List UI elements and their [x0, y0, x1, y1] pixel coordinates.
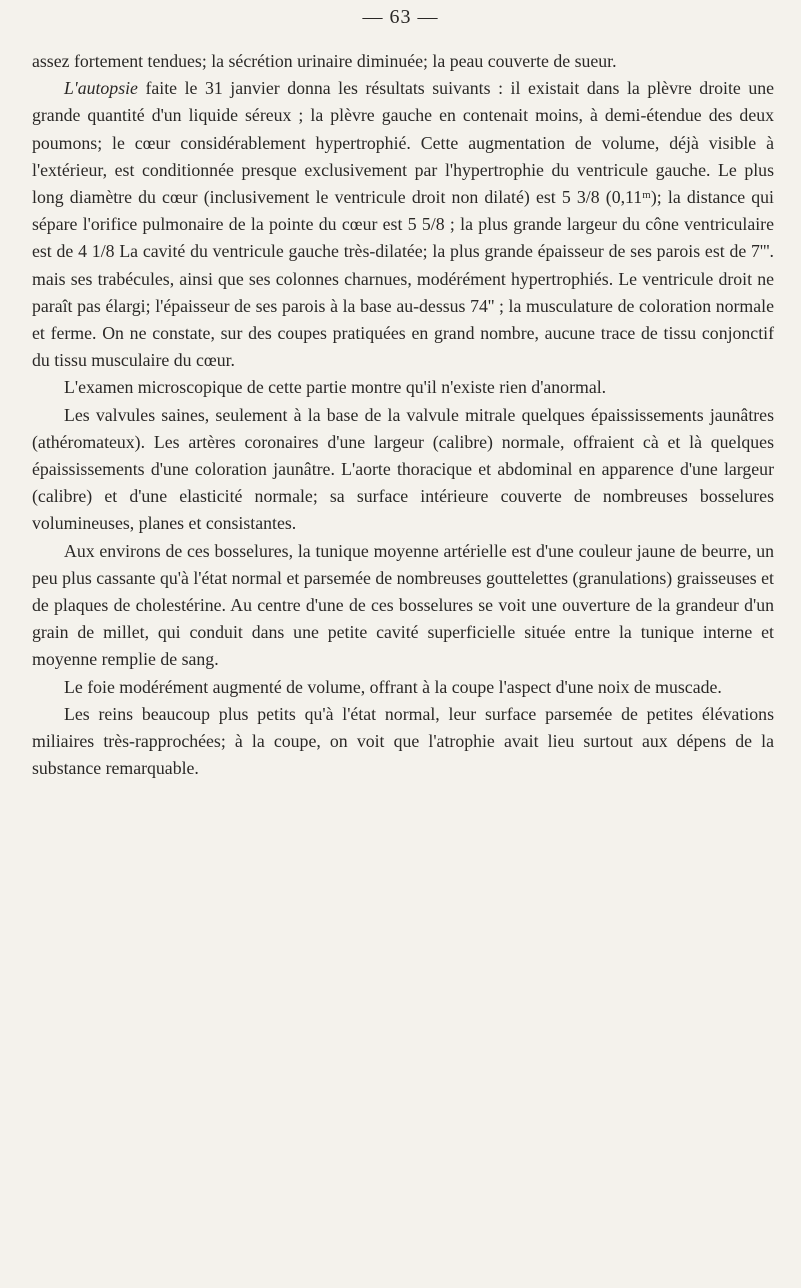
- autopsy-lead-italic: L'autopsie: [64, 78, 138, 99]
- paragraph-microscopic: L'examen microscopique de cette partie montre qu'il n'existe rien d'anormal.: [64, 377, 607, 398]
- page-number: — 63 —: [362, 6, 439, 28]
- paragraph-bosselures: Aux environs de ces bosselures, la tunique moyenne artérielle est d'une couleur jaune de beurre, un peu plus cassante qu'à l'état normal et parsemée de nombreuses gouttelettes (granulations) graisseuses et de plaques de cholestérine. Au centre d'une de ces bosselures se voit une ouverture de la grandeur d'un grain de millet, qui conduit dans une petite cavité superficielle située entre la tunique interne et moyenne remplie de sang.: [32, 540, 774, 670]
- paragraph-foie: Le foie modérément augmenté de volume, offrant à la coupe l'aspect d'une noix de muscade.: [64, 676, 722, 697]
- autopsy-text: faite le 31 janvier donna les résultats suivants : il existait dans la plèvre droite une grande quantité d'un liquide séreux ; la plèvre gauche en contenait moins, à demi-étendue des deux poumons; le cœur considérablement hypertrophié. Cette augmentation de volume, déjà visible à l'extérieur, est conditionnée presque exclusivement par l'hypertrophie du ventricule gauche. Le plus long diamètre du cœur (inclusivement le ventricule droit non dilaté) est 5 3/8 (0,11ᵐ); la distance qui sépare l'orifice pulmonaire de la pointe du cœur est 5 5/8 ; la plus grande largeur du cône ventriculaire est de 4 1/8 La cavité du ventricule gauche très-dilatée; la plus grande épaisseur de ses parois est de 7'''. mais ses trabécules, ainsi que ses colonnes charnues, modérément hypertrophiés. Le ventricule droit ne paraît pas élargi; l'épaisseur de ses parois à la base au-dessus 74'' ; la musculature de coloration normale et ferme. On ne constate, sur des coupes pratiquées en grand nombre, aucune trace de tissu conjonctif du tissu musculaire du cœur.: [32, 78, 774, 371]
- body-text: [32, 48, 774, 782]
- paragraph-continuation: assez fortement tendues; la sécrétion urinaire diminuée; la peau couverte de sueur.: [32, 51, 617, 71]
- paragraph-autopsy: [32, 75, 774, 374]
- paragraph-valvules: Les valvules saines, seulement à la base de la valvule mitrale quelques épaississements jaunâtres (athéromateux). Les artères coronaires d'une largeur (calibre) normale, offraient cà et là quelques épaississements d'une coloration jaunâtre. L'aorte thoracique et abdominal en apparence d'une largeur (calibre) et d'une elasticité normale; sa surface intérieure couverte de nombreuses bosselures volumineuses, planes et consistantes.: [32, 404, 774, 534]
- paragraph-reins: Les reins beaucoup plus petits qu'à l'état normal, leur surface parsemée de petites élévations miliaires très-rapprochées; à la coupe, on voit que l'atrophie avait lieu surtout aux dépens de la substance remarquable.: [32, 703, 774, 779]
